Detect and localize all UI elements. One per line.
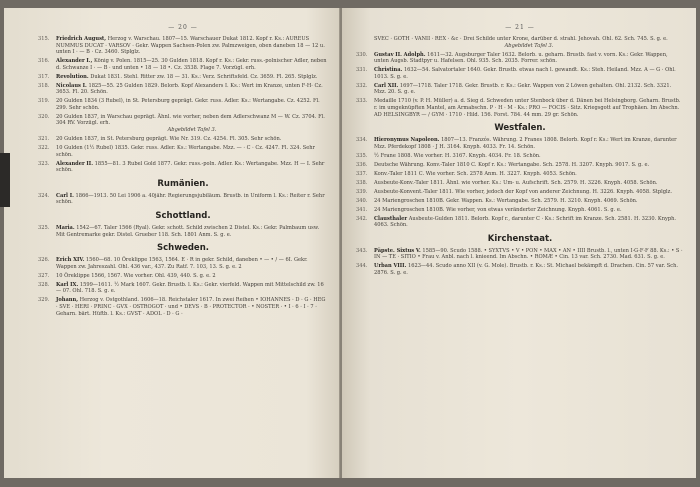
entry-text [56, 145, 328, 158]
section-heading: Kirchenstaat. [487, 233, 553, 244]
catalog-entry [356, 98, 684, 118]
page-number: — 21 — [505, 24, 535, 31]
entry-text [56, 297, 328, 317]
entry-description: 1855—81. 3 Rubel Gold 1877. Gekr. russ.-poln. Adler. Ks.: Wertangabe. Mzz. H — I. Sehr schön. [56, 160, 325, 174]
catalog-entry [356, 216, 684, 229]
entry-title: Nicolaus I. [56, 82, 87, 89]
entry-description: Herzog v. Ostgothland. 1606—18. Reichstaler 1617. In zwei Reihen • IOHANNES · D · G · HEG · SVE · HERI · PRINC · GVX · OSTROGOT · und • DEVS · B · PROTECTOR · • NOSTER · • I · 6 · I · 7 · Geharn. bärt. Hüftb. l. Ks.: GVST · ADOL · D · G · [56, 297, 326, 317]
entry-text [374, 216, 684, 229]
section-heading: Schottland. [155, 211, 211, 221]
entry-text [56, 74, 328, 81]
entry-text [56, 161, 328, 174]
catalog-entry [38, 257, 328, 270]
entry-title: Erich XIV. [56, 257, 85, 264]
catalog-entry [356, 207, 684, 214]
lot-number: 326. [38, 257, 50, 264]
entry-text [56, 114, 328, 134]
entry-text [56, 193, 328, 206]
entry-title: Alexander II. [56, 160, 93, 167]
lot-number: 338. [356, 179, 368, 186]
entry-text [56, 83, 328, 96]
section-heading: Westfalen. [494, 123, 546, 134]
catalog-entry [356, 36, 684, 49]
lot-number: 323. [38, 160, 50, 167]
catalog-entry [356, 52, 684, 65]
entry-text [374, 52, 684, 65]
page-content [356, 36, 684, 277]
catalog-entry [38, 297, 328, 317]
entry-description: König v. Polen. 1815—25. 30 Gulden 1818. Kopf r. Ks.: Gekr. russ.-polnischer Adler, neben d. Schwanze I · — B · und unten • 18 — 18 •. Cz. 3538. Flage 7. Vorzügl. erh. [56, 58, 327, 71]
lot-number: 316. [38, 58, 50, 65]
entry-text [374, 137, 684, 150]
lot-number: 332. [356, 82, 368, 89]
entry-description: 1632—54. Salvatortaler 1640. Gekr. Brustb. etwas nach l. gewandt. Ks.: Steh. Heiland. Mzz. A — G · Ohl. 1013. S. g. e. [374, 67, 676, 80]
catalog-entry [356, 263, 684, 276]
catalog-entry [38, 83, 328, 96]
lot-number: 334. [356, 137, 368, 144]
entry-text [374, 98, 684, 118]
entry-description: 1623—44. Scudo anno XII (v. G. Mole). Brustb. r. Ks.: St. Michael bekämpft d. Drachen. Cin. 57 var. Sch. 2876. S. g. e. [374, 263, 678, 276]
page-number: — 20 — [168, 24, 198, 31]
entry-text [374, 67, 684, 80]
entry-title: Urban VIII. [374, 263, 407, 270]
book-spread [4, 8, 696, 478]
catalog-entry [38, 136, 328, 143]
entry-text [374, 83, 684, 96]
entry-text [374, 180, 684, 187]
catalog-entry [38, 98, 328, 111]
entry-text [56, 98, 328, 111]
entry-description: 1697—1718. Taler 1718. Gekr. Brustb. r. Ks.: Gekr. Wappen von 2 Löwen gehalten. Ohl. 2132. Sch. 3321. Mzz. 20. S. g. e. [374, 82, 672, 96]
lot-number: 333. [356, 98, 368, 105]
lot-number: 315. [38, 36, 50, 42]
entry-title: Maria. [56, 225, 75, 231]
entry-text [56, 273, 328, 280]
binding-edge [0, 153, 10, 207]
entry-description: 1825—55. 25 Gulden 1829. Belorb. Kopf Alexanders I. Ks.: Wert im Kranze, unten F·H· Cz. 3653. Fl. 20. Schön. [56, 82, 323, 96]
entry-text [56, 225, 328, 238]
entry-title: Johann, [56, 297, 78, 304]
entry-description: Ausbeute-Konvent.-Taler 1811. Wie vorher, jedoch der Kopf von anderer Zeichnung. H. 3226. Knyph. 4058. Stplglz. [374, 188, 672, 195]
entry-description: 1611—32. Augsburger Taler 1632. Belorb. u. geharn. Brustb. fast v. vorn. Ks.: Gekr. Wappen, unten Augsb. Stadtpyr u. Hafelsen. Ohl. 935. Sch. 2035. Forrer. schön. [374, 51, 668, 65]
entry-description: SVEC · GOTH · VANII · REX · &c · Drei Schilde unter Krone, darüber d. strahl. Jehovah. Ohl. 62. Sch. 745. S. g. e. [374, 36, 668, 42]
page-content [38, 36, 328, 317]
lot-number: 324. [38, 192, 50, 199]
lot-number: 321. [38, 136, 50, 143]
lot-number: 340. [356, 197, 368, 204]
lot-number: 342. [356, 215, 368, 222]
entry-description: 24 Mariengroschen 1810B. Wie vorher, von etwas veränderter Zeichnung. Knyph. 4061. S. g. e. [374, 206, 622, 213]
entry-title: Carl I. [56, 192, 74, 199]
left-page [4, 8, 340, 478]
catalog-entry [356, 67, 684, 80]
entry-text [374, 248, 684, 261]
entry-title: Christina. [374, 67, 403, 74]
entry-text [374, 171, 684, 178]
catalog-entry [356, 189, 684, 196]
entry-description: 10 Öreklippe 1566, 1567. Wie vorher. Ohl. 439, 440. S. g. e. 2 [56, 272, 216, 279]
entry-text [374, 189, 684, 196]
entry-title: Karl IX. [56, 281, 79, 288]
entry-description: Herzog v. Warschau. 1807—15. Warschauer Dukat 1812. Kopf r. Ks.: AUREUS NUMMUS DUCAT · VARSOV · Gekr. Wappen Sachsen-Polen zw. Palmzweigen, oben daneben 18 — 12 u. unten I · — B · Cz. 3460. Stplglz. [56, 36, 325, 56]
entry-text [56, 58, 328, 71]
entry-description: 1866—1913. 50 Lei 1906 a. 40jähr. Regierungsjubiläum. Brustb. in Uniform l. Ks.: Reiter r. Sehr schön. [56, 192, 325, 206]
right-page [342, 8, 696, 478]
entry-text [374, 198, 684, 205]
lot-number: 325. [38, 225, 50, 231]
lot-number: 331. [356, 67, 368, 74]
catalog-entry [38, 193, 328, 206]
lot-number: 328. [38, 281, 50, 288]
lot-number: 330. [356, 51, 368, 58]
lot-number [356, 36, 374, 49]
entry-text [374, 36, 684, 49]
entry-text [56, 136, 328, 143]
catalog-entry [356, 180, 684, 187]
catalog-entry [38, 74, 328, 81]
entry-title: Päpste. Sixtus V. [374, 247, 421, 254]
lot-number: 327. [38, 272, 50, 279]
entry-text [56, 257, 328, 270]
entry-text [374, 207, 684, 214]
catalog-entry [38, 282, 328, 295]
catalog-entry [356, 137, 684, 150]
lot-number: 343. [356, 247, 368, 254]
catalog-entry [356, 83, 684, 96]
entry-text [56, 282, 328, 295]
lot-number: 329. [38, 297, 50, 304]
entry-description: Ausbeute-Gulden 1811. Belorb. Kopf r., darunter C · Ks.: Schrift im Kranze. Sch. 2581. H. 3230. Knyph. 4063. Schön. [374, 215, 677, 229]
entry-description: Ausbeute-Konv.-Taler 1811. Ähnl. wie vorher. Ks.: Um- u. Aufschrift. Sch. 2579. H. 3226. Knyph. 4058. Schön. [374, 179, 658, 186]
lot-number: 339. [356, 188, 368, 195]
entry-description: Dukat 1831. Stehl. Ritter zw. 18 — 31. Ks.: Verz. Schriftsfeld. Cz. 3659. Fl. 265. Stplglz. [90, 73, 318, 80]
lot-number: 318. [38, 82, 50, 89]
entry-description: 1599—1611. ½ Mark 1607. Gekr. Brustb. l. Ks.: Gekr. vierfeld. Wappen mit Mittelschild zw. 16 — 07. Ohl. 718. S. g. e. [56, 281, 324, 295]
lot-number: 320. [38, 113, 50, 120]
catalog-entry [38, 225, 328, 238]
lot-number: 317. [38, 73, 50, 80]
entry-text [56, 36, 328, 56]
plate-note: Abgebildet Tafel 3. [167, 127, 217, 134]
catalog-entry [38, 161, 328, 174]
entry-description: 1542—67. Taler 1566 (Ryal). Gekr. schott. Schild zwischen 2 Distel. Ks.: Gekr. Palmbaum usw. Mit Gentremarke gekr. Distel. Grueber 118. Sch. 1801 Anm. S. g. e. [56, 225, 320, 238]
entry-description: 1807—13. Franzós. Währung. 2 Franes 1808. Belorb. Kopf r. Ks.: Wert im Kranze, darunter Mzz. Pferdekopf 1808 · J H. 3164. Knyph. 4033. Fr. 14. Schön. [374, 137, 677, 150]
entry-text [374, 153, 684, 160]
entry-title: Clausthaler [374, 215, 408, 222]
entry-title: Alexander I., [56, 58, 93, 65]
lot-number: 335. [356, 152, 368, 159]
entry-title: Friedrich August, [56, 36, 107, 42]
entry-description: 1585—90. Scudo 1588. • SYXTVS • V • PON • MAX • AN • IIII Brustb. l., unten I·G·F·F 88. Ks.: • S · IN — TE · SITIO • Frau v. Anbl. nach l. knieend. Im Abschn. • ROMÆ • Cin. 13 var. Sch. 2730. Mad. 631. S. g. e. [374, 247, 683, 261]
entry-description: 10 Gulden (1½ Rubel) 1835. Gekr. russ. Adler. Ks.: Wertangabe. Mzz. — · C · Cz. 4247. Fl. 324. Sehr schön. [56, 145, 315, 158]
lot-number: 322. [38, 145, 50, 152]
entry-description: Medaille 1710 (v. P. H. Müller) a. d. Sieg d. Schweden unter Stenbock über d. Dänen bei Helsingborg. Geharn. Brustb. r. im umgeknüpften Mantel, am Armabschn. P · H · M · Ks.: PRO — FOCIS · Sitz. Kriegsgott auf Trophäen. Im Abschn. AD HELSINGBYR — / GYM · 1710 · Hild. 156. Forst. 784. 44 mm. 29 gr. Schön. [374, 98, 681, 118]
lot-number: 319. [38, 98, 50, 105]
lot-number: 337. [356, 170, 368, 177]
entry-description: 20 Gulden 1834 (3 Rubel), in St. Petersburg geprägt. Gekr. russ. Adler. Ks.: Wertangabe. Cz. 4252. Fl. 299. Sehr schön. [56, 98, 320, 111]
catalog-entry [356, 171, 684, 178]
plate-note: Abgebildet Tafel 3. [504, 42, 554, 49]
entry-description: ½ Frane 1808. Wie vorher. H. 3167. Knyph. 4034. Fr. 18. Schön. [374, 152, 541, 159]
catalog-entry [356, 153, 684, 160]
lot-number: 344. [356, 263, 368, 270]
entry-description: Konv.-Taler 1811 C. Wie vorher. Sch. 2578 Anm. H. 3227. Knyph. 4053. Schön. [374, 170, 577, 177]
catalog-entry [38, 58, 328, 71]
catalog-entry [38, 273, 328, 280]
catalog-entry [38, 145, 328, 158]
entry-title: Hieronymus Napoleon. [374, 137, 440, 144]
entry-description: Deutsche Währung. Konv.-Taler 1810 C. Kopf r. Ks.: Wertangabe. Sch. 2578. H. 3207. Knyph. 9017. S. g. e. [374, 161, 650, 168]
catalog-entry [356, 248, 684, 261]
catalog-entry [356, 198, 684, 205]
entry-text [374, 162, 684, 169]
entry-text [374, 263, 684, 276]
lot-number: 341. [356, 206, 368, 213]
section-heading: Rumänien. [157, 178, 209, 189]
section-heading: Schweden. [157, 243, 209, 254]
lot-number: 336. [356, 161, 368, 168]
entry-description: 24 Mariengroschen 1810B. Gekr. Wappen. Ks.: Wertangabe. Sch. 2579. H. 3210. Knyph. 4069. Schön. [374, 197, 638, 204]
entry-description: 20 Gulden 1837, in Warschau geprägt. Ähnl. wie vorher, neben dem Adlerschwanz M — W. Cz. 3704. Fl. 304 RV. Vorzügl. erh. [56, 113, 325, 127]
entry-title: Gustav II. Adolph. [374, 51, 426, 58]
catalog-entry [38, 114, 328, 134]
catalog-entry [356, 162, 684, 169]
entry-title: Carl XII. [374, 82, 399, 89]
entry-title: Revolution. [56, 73, 89, 80]
entry-description: 1560—68. 10 Öreklippe 1563, 1564. E · R in gekr. Schild, daneben • — • / — 6I. Gekr. Wappen zw. Jahreszahl. Ohl. 436 var., 437. Zu Ratf. 7. 103, 13. S. g. e. 2 [56, 257, 308, 270]
catalog-entry [38, 36, 328, 56]
entry-description: 20 Gulden 1837, in St. Petersburg geprägt. Wie Nr. 319. Cz. 4254. Fl. 305. Sehr schön. [56, 136, 282, 143]
